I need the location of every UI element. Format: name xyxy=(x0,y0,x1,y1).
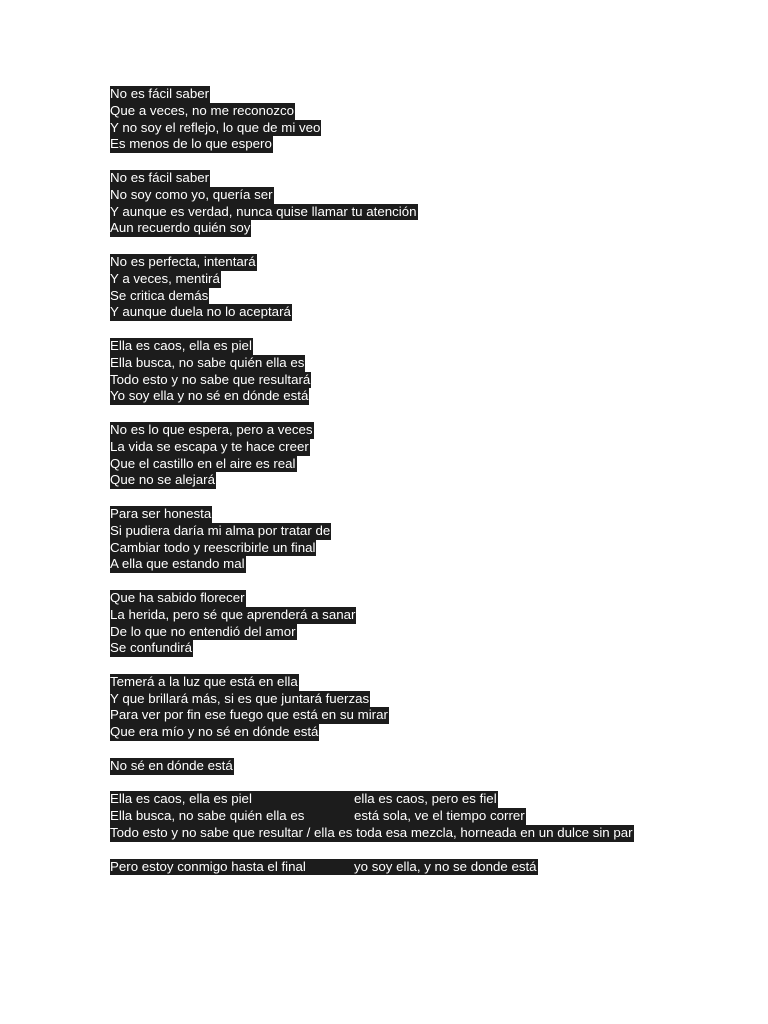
highlighted-text: Y no soy el reflejo, lo que de mi veo xyxy=(110,119,321,135)
lyric-line xyxy=(110,590,730,607)
duet-line-highlight xyxy=(110,791,498,808)
lyric-line xyxy=(110,187,730,204)
lyric-line xyxy=(110,271,730,288)
highlighted-text: De lo que no entendió del amor xyxy=(110,623,296,639)
highlighted-text: Y aunque es verdad, nunca quise llamar tu atención xyxy=(110,203,417,219)
highlighted-text: Que ha sabido florecer xyxy=(110,589,245,605)
lyric-line xyxy=(110,456,730,473)
duet-full-text: Todo esto y no sabe que resultar / ella es toda esa mezcla, horneada en un dulce sin par xyxy=(110,825,633,841)
highlighted-text: Y aunque duela no lo aceptará xyxy=(110,304,291,320)
stanza xyxy=(110,338,730,405)
stanza xyxy=(110,758,730,775)
highlighted-text: Que a veces, no me reconozco xyxy=(110,102,295,118)
lyric-line xyxy=(110,355,730,372)
highlighted-text: No es perfecta, intentará xyxy=(110,253,256,269)
duet-line xyxy=(110,825,730,842)
duet-line-highlight xyxy=(110,808,526,825)
highlighted-text: Que era mío y no sé en dónde está xyxy=(110,724,319,740)
lyric-line xyxy=(110,103,730,120)
highlighted-text: Para ver por fin ese fuego que está en su mirar xyxy=(110,707,388,723)
highlighted-text: Se critica demás xyxy=(110,287,209,303)
lyric-line xyxy=(110,338,730,355)
highlighted-text: Ella es caos, ella es piel xyxy=(110,337,252,353)
stanza xyxy=(110,506,730,573)
highlighted-text: Que no se alejará xyxy=(110,472,215,488)
highlighted-text: Y que brillará más, si es que juntará fuerzas xyxy=(110,690,370,706)
lyric-line xyxy=(110,204,730,221)
highlighted-text: La herida, pero sé que aprenderá a sanar xyxy=(110,606,356,622)
lyric-line xyxy=(110,707,730,724)
highlighted-text: Y a veces, mentirá xyxy=(110,270,220,286)
highlighted-text: Yo soy ella y no sé en dónde está xyxy=(110,388,309,404)
duet-line xyxy=(110,791,730,808)
stanza xyxy=(110,590,730,657)
highlighted-text: No es fácil saber xyxy=(110,169,210,185)
lyric-line xyxy=(110,640,730,657)
lyric-line xyxy=(110,220,730,237)
duet-right-text: está sola, ve el tiempo correr xyxy=(354,808,525,824)
highlighted-text: Es menos de lo que espero xyxy=(110,136,272,152)
highlighted-text: Temerá a la luz que está en ella xyxy=(110,673,298,689)
lyric-line xyxy=(110,288,730,305)
lyric-line xyxy=(110,170,730,187)
stanza xyxy=(110,422,730,489)
lyric-line xyxy=(110,422,730,439)
lyric-line xyxy=(110,607,730,624)
lyric-line xyxy=(110,691,730,708)
lyric-line xyxy=(110,624,730,641)
duet-stanza xyxy=(110,791,730,841)
highlighted-text: A ella que estando mal xyxy=(110,556,245,572)
stanza xyxy=(110,674,730,741)
highlighted-text: Que el castillo en el aire es real xyxy=(110,455,296,471)
lyric-line xyxy=(110,556,730,573)
highlighted-text: La vida se escapa y te hace creer xyxy=(110,438,309,454)
highlighted-text: Para ser honesta xyxy=(110,505,212,521)
lyric-line xyxy=(110,758,730,775)
duet-right-text: ella es caos, pero es fiel xyxy=(354,791,497,807)
highlighted-text: Si pudiera daría mi alma por tratar de xyxy=(110,522,331,538)
stanza xyxy=(110,170,730,237)
lyric-line xyxy=(110,724,730,741)
lyric-line xyxy=(110,254,730,271)
duet-left-text: Ella busca, no sabe quién ella es xyxy=(110,808,305,824)
highlighted-text: No es fácil saber xyxy=(110,86,210,101)
lyric-line xyxy=(110,439,730,456)
duet-left-text: Pero estoy conmigo hasta el final xyxy=(110,858,306,874)
highlighted-text: Aun recuerdo quién soy xyxy=(110,220,251,236)
lyrics-page xyxy=(110,86,730,892)
duet-line xyxy=(110,808,730,825)
lyric-line xyxy=(110,523,730,540)
lyric-line xyxy=(110,120,730,137)
highlighted-text: No sé en dónde está xyxy=(110,757,233,773)
lyric-line xyxy=(110,506,730,523)
duet-right-text: yo soy ella, y no se donde está xyxy=(354,858,537,874)
lyric-line xyxy=(110,472,730,489)
highlighted-text: No soy como yo, quería ser xyxy=(110,186,273,202)
lyric-line xyxy=(110,86,730,103)
stanza xyxy=(110,86,730,153)
duet-line xyxy=(110,859,730,876)
highlighted-text: Ella busca, no sabe quién ella es xyxy=(110,354,305,370)
lyric-line xyxy=(110,388,730,405)
lyric-line xyxy=(110,540,730,557)
lyric-line xyxy=(110,674,730,691)
duet-left-text: Ella es caos, ella es piel xyxy=(110,791,252,807)
stanza xyxy=(110,254,730,321)
highlighted-text: Se confundirá xyxy=(110,640,193,656)
lyric-line xyxy=(110,372,730,389)
lyric-line xyxy=(110,136,730,153)
highlighted-text: Cambiar todo y reescribirle un final xyxy=(110,539,316,555)
duet-line-highlight xyxy=(110,859,538,876)
duet-stanza xyxy=(110,859,730,876)
highlighted-text: No es lo que espera, pero a veces xyxy=(110,421,313,437)
highlighted-text: Todo esto y no sabe que resultará xyxy=(110,371,311,387)
lyric-line xyxy=(110,304,730,321)
